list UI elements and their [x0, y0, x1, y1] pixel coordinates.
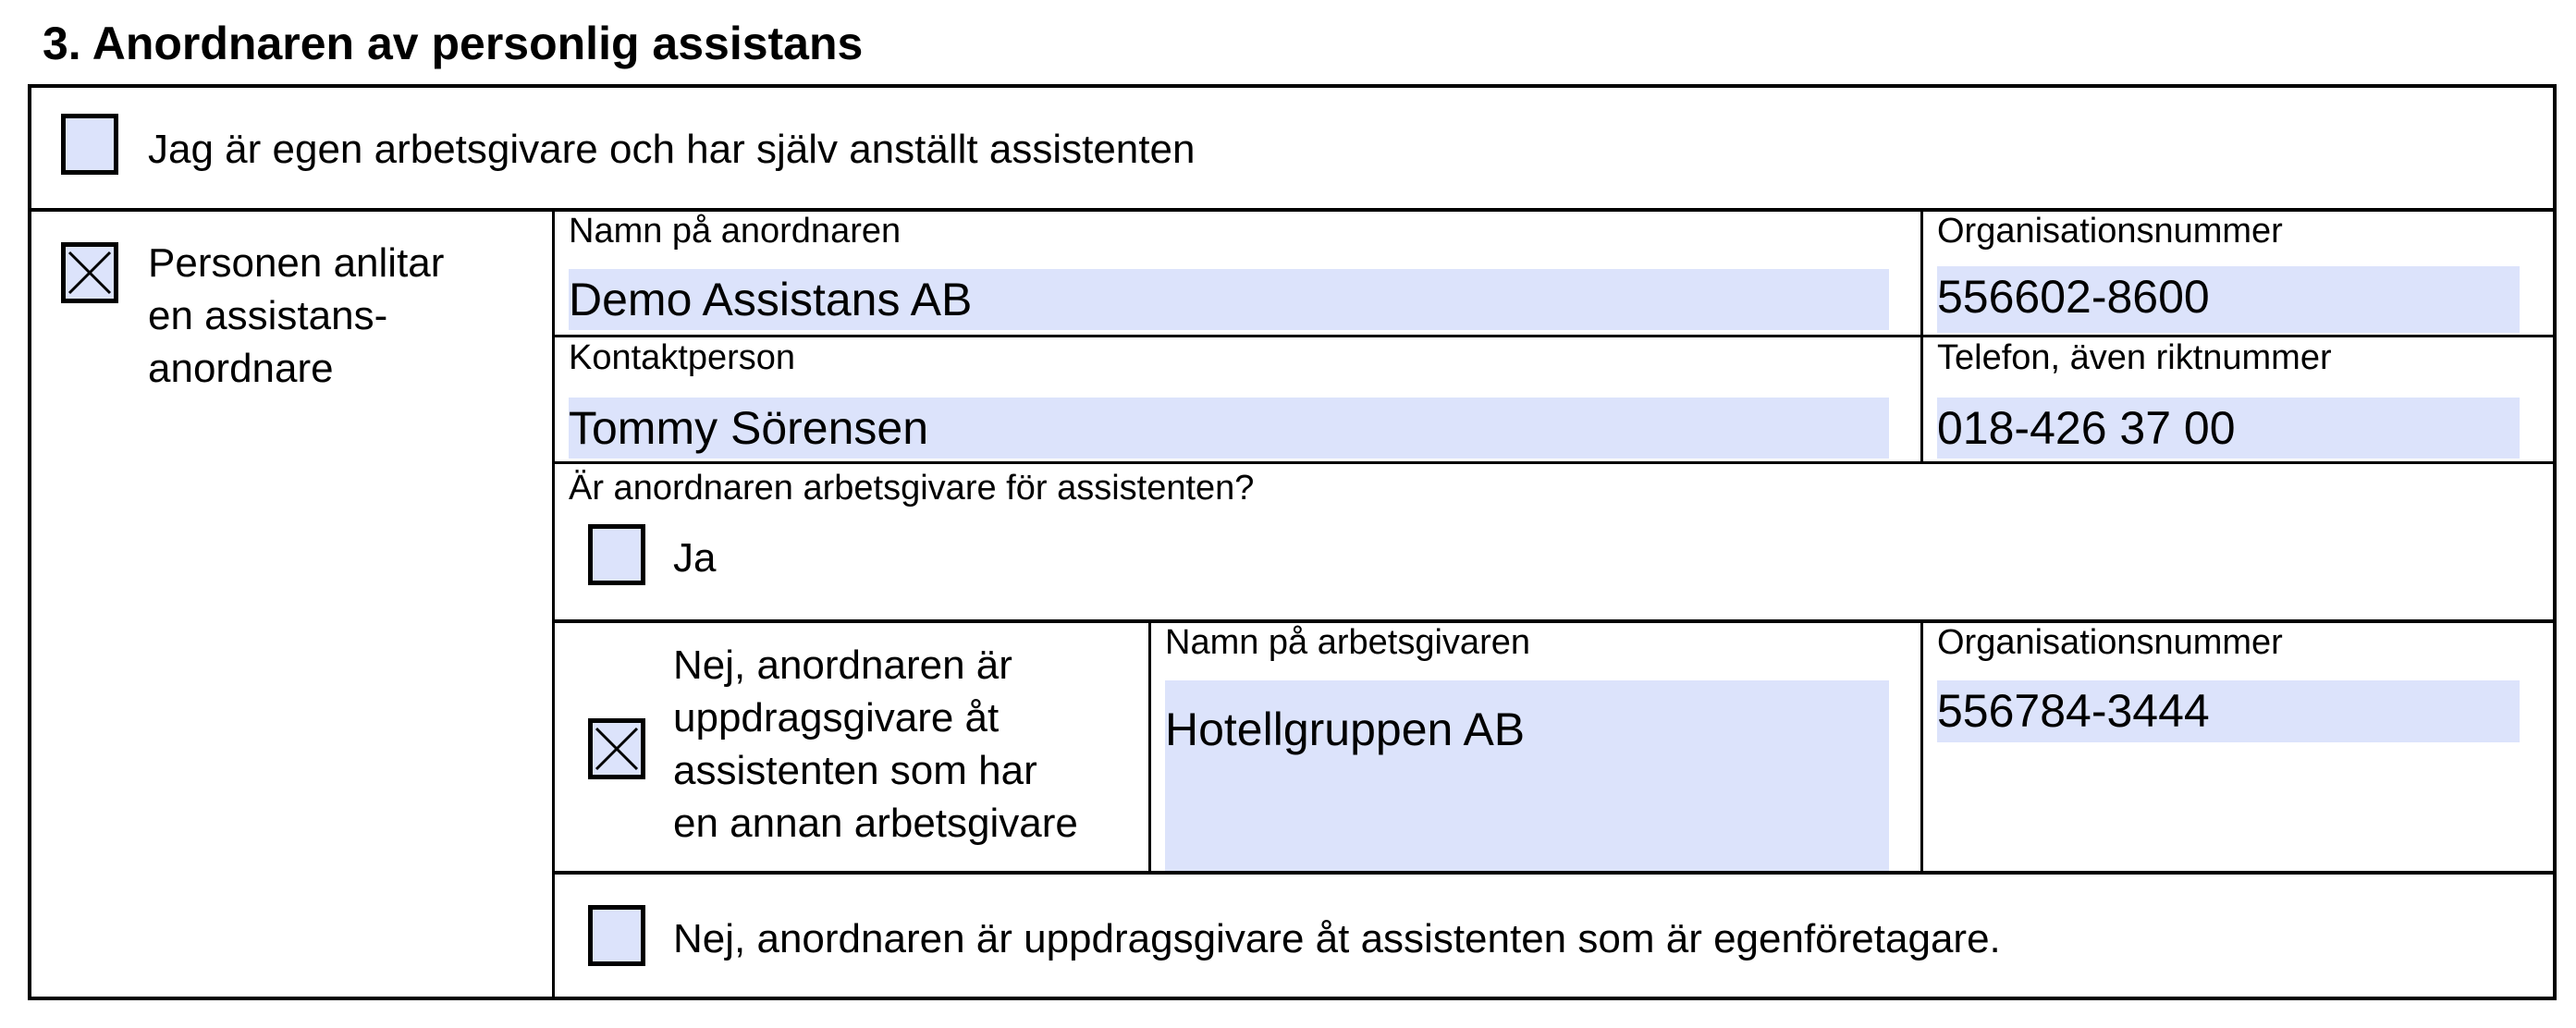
employer-name-label: Namn på arbetsgivaren	[1165, 623, 1530, 662]
provider-org-label: Organisationsnummer	[1937, 212, 2283, 251]
no-self-employed-label: Nej, anordnaren är uppdragsgivare åt assistenten som är egenföretagare.	[673, 916, 2001, 961]
uses-provider-checkbox[interactable]	[61, 242, 118, 303]
contact-field[interactable]: Tommy Sörensen	[569, 398, 1889, 459]
no-self-employed-checkbox[interactable]	[588, 905, 645, 966]
provider-name-label: Namn på anordnaren	[569, 212, 902, 251]
provider-org-field[interactable]: 556602-8600	[1937, 266, 2520, 333]
yes-label: Ja	[673, 535, 717, 581]
divider-left-col	[552, 208, 555, 1000]
phone-field[interactable]: 018-426 37 00	[1937, 398, 2520, 459]
provider-name-field[interactable]: Demo Assistans AB	[569, 269, 1889, 330]
phone-label: Telefon, även riktnummer	[1937, 338, 2332, 377]
no-other-employer-label: Nej, anordnaren är uppdragsgivare åt assistenten som har en annan arbetsgivare	[673, 642, 1078, 846]
section-title: 3. Anordnaren av personlig assistans	[43, 18, 864, 69]
checkmark-x-icon	[66, 247, 114, 299]
divider-row5	[554, 871, 2557, 875]
contact-label: Kontaktperson	[569, 338, 796, 377]
divider-row3	[554, 461, 2557, 464]
employer-question: Är anordnaren arbetsgivare för assistenten?	[569, 469, 1255, 508]
divider-mid-col	[1148, 619, 1151, 873]
employer-org-field[interactable]: 556784-3444	[1937, 680, 2520, 742]
self-employer-checkbox[interactable]	[61, 114, 118, 175]
divider-right-col-top	[1920, 208, 1923, 464]
employer-org-label: Organisationsnummer	[1937, 623, 2283, 662]
checkmark-x-icon	[593, 723, 641, 775]
no-other-employer-checkbox[interactable]	[588, 718, 645, 779]
divider-right-col-bottom	[1920, 619, 1923, 873]
employer-name-field[interactable]: Hotellgruppen AB	[1165, 680, 1889, 871]
self-employer-label: Jag är egen arbetsgivare och har själv anställt assistenten	[148, 127, 1196, 172]
uses-provider-label: Personen anlitar en assistans- anordnare	[148, 240, 445, 391]
yes-checkbox[interactable]	[588, 524, 645, 585]
